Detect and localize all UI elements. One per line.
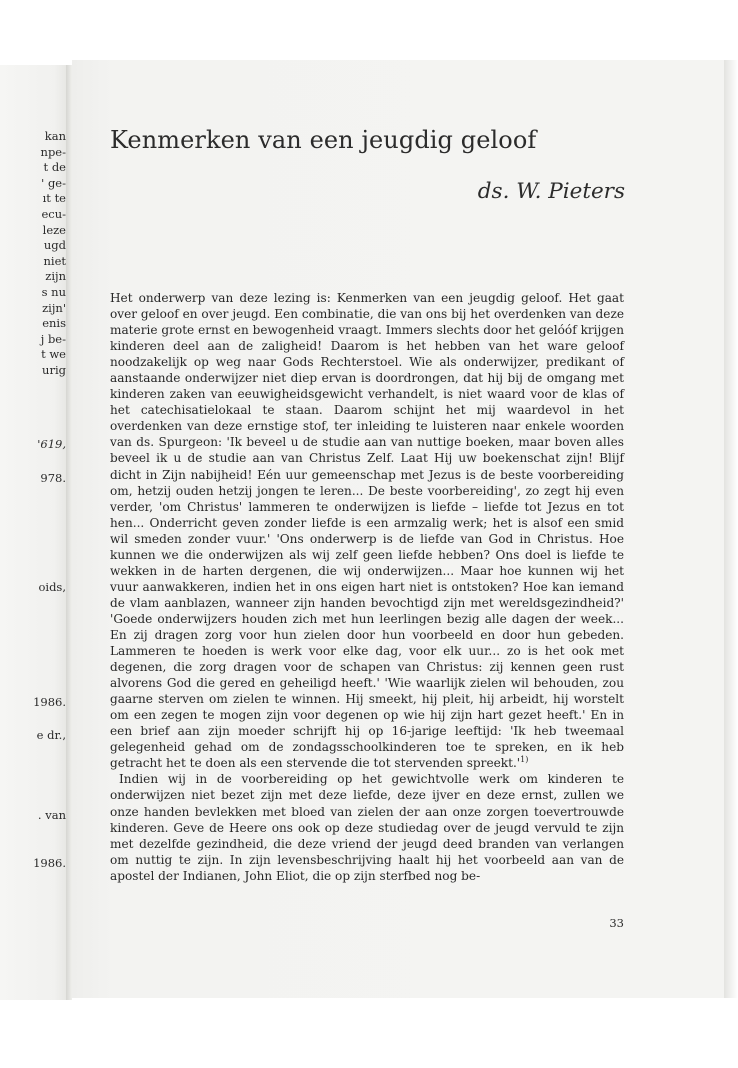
fringe-line: npe- [40,144,66,159]
fringe-line: urig [42,362,66,377]
left-page-text-column [0,129,66,379]
footnote-reference: 1) [520,755,529,765]
fringe-line: leze [42,222,66,237]
fringe-line: t we [41,347,66,362]
fringe-reference: e dr., [36,728,66,742]
article-body [110,290,624,884]
fringe-line: niet [43,253,66,268]
fringe-reference: oids, [38,580,66,594]
fringe-reference: 978. [40,471,66,485]
fringe-line: ugd [43,238,66,253]
page-edge [724,60,738,998]
paragraph [110,290,624,771]
fringe-line: enis [42,316,66,331]
fringe-line: ecu- [41,206,66,221]
paragraph: Indien wij in de voorbereiding op het gewichtvolle werk om kinderen te onderwijzen niet bezet zijn met deze liefde, deze ijver en deze ernst, zullen we onze handen bevlekken met bloed van zielen der aan onze zorgen toevertrouwde kinderen. Geve de Heere ons ook op deze studiedag over de jeugd vervuld te zijn met dezelfde gezindheid, die deze vriend der jeugd deed branden van verlangen om nuttig te zijn. In zijn levensbeschrijving haalt hij het voorbeeld aan van de apostel der Indianen, John Eliot, die op zijn sterfbed nog be- [110,772,624,883]
fringe-line: zijn [45,269,66,284]
fringe-line: ıt te [42,191,66,206]
fringe-reference: '619, [37,437,66,451]
fringe-line: ' ge- [41,175,66,190]
article-author: ds. W. Pieters [477,179,625,204]
fringe-line: t de [43,160,66,175]
fringe-reference: . van [37,808,66,822]
fringe-reference: 1986. [33,856,66,870]
fringe-reference: 1986. [33,695,66,709]
fringe-line: s nu [41,284,66,299]
page-number: 33 [609,916,624,930]
fringe-line: zijn' [42,300,66,315]
fringe-line: j be- [40,331,66,346]
paragraph-text: Het onderwerp van deze lezing is: Kenmerken van een jeugdig geloof. Het gaat over geloof en over jeugd. Een combinatie, die van ons bij het overdenken van deze materie grote ernst en bewogenheid vraagt. Immers slechts door het gelóóf krijgen kinderen deel aan de zaligheid! Daarom is het hebben van het ware geloof noodzakelijk op weg naar Gods Rechterstoel. Wie als onderwijzer, predikant of aanstaande onderwijzer niet diep ervan is doordrongen, dat hij bij de omgang met kinderen zaken van eeuwigheidsgewicht verhandelt, is niet waard voor de klas of het catechisatielokaal te staan. Daarom schijnt het mij waardevol in het overdenken van deze ernstige stof, ter inleiding te luisteren naar enkele woorden van ds. Spurgeon: 'Ik beveel u de studie aan van nuttige boeken, maar boven alles beveel ik u de studie aan van Christus Zelf. Laat Hij uw boekenschat zijn! Blijf dicht in Zijn nabijheid! Eén uur gemeenschap met Jezus is de beste voorbereiding om, hetzij ouden hetzij jongen te leren... De beste voorbereiding', zo zegt hij even verder, 'om Christus' lammeren te onderwijzen is liefde – liefde tot Jezus en tot hen... Onderricht geven zonder liefde is een armzalig werk; het is alsof een smid wil smeden zonder vuur.' 'Ons onderwerp is de liefde van God in Christus. Hoe kunnen we die onderwijzen als wij zelf geen liefde hebben? Ons doel is liefde te wekken in de harten dergenen, die wij onderwijzen... Maar hoe kunnen wij het vuur aanwakkeren, indien het in ons eigen hart niet is ontstoken? Hoe kan iemand de vlam aanblazen, wanneer zijn handen bevochtigd zijn met wereldsgezindheid?' 'Goede onderwijzers houden zich met hun leerlingen bezig alle dagen der week... En zij dragen zorg voor hun zielen door hun voorbeeld en door hun gebeden. Lammeren te hoeden is werk voor elke dag, voor elk uur... zo is het ook met degenen, die zorg dragen voor de schapen van Christus: zij kennen geen rust alvorens God die gered en geheiligd heeft.' 'Wie waarlijk zielen wil behouden, zou gaarne sterven om zielen te winnen. Hij smeekt, hij pleit, hij arbeidt, hij worstelt om een zegen te mogen zijn voor degenen op wie hij zijn hart gezet heeft.' En in een brief aan zijn moeder schrijft hij op 16-jarige leeftijd: 'Ik heb tweemaal gelegenheid gehad om de zondagsschoolkinderen toe te spreken, en ik heb getracht het te doen als een stervende die tot stervenden spreekt.' [110,291,624,771]
left-page-fringe [0,65,68,1000]
article-title: Kenmerken van een jeugdig geloof [110,126,537,154]
fringe-line: kan [44,129,66,143]
